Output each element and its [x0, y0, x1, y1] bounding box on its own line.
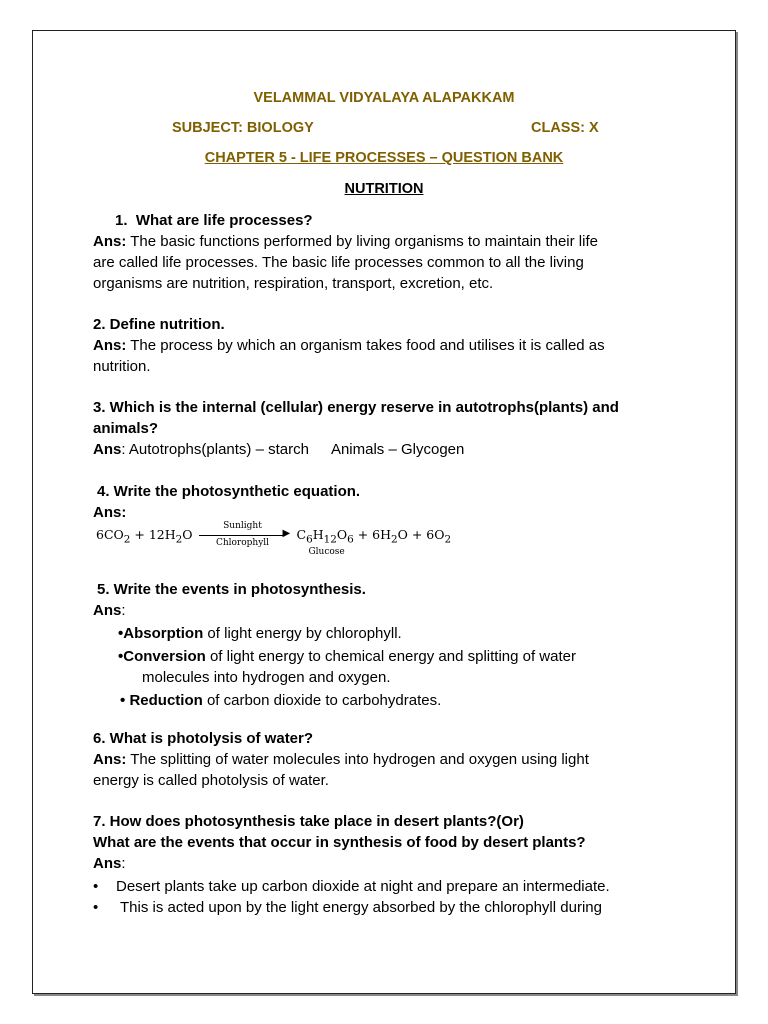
question-number: 1. — [115, 212, 128, 229]
answer-line: The process by which an organism takes food and utilises it is called as — [130, 337, 605, 354]
bullet-icon: • — [118, 648, 124, 665]
ans-label: Ans: — [93, 751, 127, 768]
question-1 — [93, 210, 678, 294]
bullet-icon: • — [118, 625, 124, 642]
chapter-title: CHAPTER 5 - LIFE PROCESSES – QUESTION BANK — [204, 150, 564, 166]
subject-label: SUBJECT: BIOLOGY — [172, 120, 314, 136]
ans-label: Ans — [93, 855, 122, 872]
question-text: What are the events that occur in synthesis of food by desert plants? — [93, 834, 586, 851]
question-text: 2. Define nutrition. — [93, 316, 225, 333]
ans-label: Ans: — [93, 337, 127, 354]
list-item: • Desert plants take up carbon dioxide at night and prepare an intermediate. — [93, 878, 610, 895]
list-item: • This is acted upon by the light energy absorbed by the chlorophyll during — [93, 899, 602, 916]
question-6 — [93, 728, 678, 791]
question-5: 5. Write the events in photosynthesis. Ans: •Absorption of light energy by chlorophyll. •Conversion of light energy to chemical energy and splitting of water molecules into hydrogen and oxygen. • Reduction of carbon dioxide to carbohydrates. — [93, 579, 678, 711]
question-text: 6. What is photolysis of water? — [93, 730, 314, 747]
question-4 — [93, 481, 678, 523]
list-item: •Conversion of light energy to chemical energy and splitting of water — [118, 648, 576, 665]
question-text: 7. How does photosynthesis take place in desert plants?(Or) — [93, 813, 524, 830]
question-2 — [93, 314, 678, 377]
question-text: 5. Write the events in photosynthesis. — [97, 581, 366, 598]
list-item-continuation: molecules into hydrogen and oxygen. — [142, 669, 391, 686]
question-text: animals? — [93, 420, 159, 437]
question-3 — [93, 397, 678, 460]
answer-line: organisms are nutrition, respiration, transport, excretion, etc. — [93, 275, 494, 292]
answer-line: The splitting of water molecules into hydrogen and oxygen using light — [130, 751, 589, 768]
reaction-arrow: Sunlight ▶ Chlorophyll — [197, 529, 293, 543]
school-name: VELAMMAL VIDYALAYA ALAPAKKAM — [253, 90, 515, 106]
answer-line: are called life processes. The basic life processes common to all the living — [93, 254, 584, 271]
ans-label: Ans — [93, 441, 122, 458]
ans-label: Ans — [93, 602, 122, 619]
answer-line: The basic functions performed by living organisms to maintain their life — [130, 233, 598, 250]
bullet-icon: • — [93, 899, 99, 916]
class-label: CLASS: X — [531, 120, 599, 136]
list-item: •Absorption of light energy by chlorophyll. — [118, 625, 402, 642]
question-text: 4. Write the photosynthetic equation. — [97, 483, 361, 500]
question-text: 3. Which is the internal (cellular) energy reserve in autotrophs(plants) and — [93, 399, 619, 416]
answer-autotrophs: : Autotrophs(plants) – starch — [121, 441, 309, 458]
answer-animals: Animals – Glycogen — [330, 441, 465, 458]
glucose-label: Glucose — [308, 547, 345, 557]
section-title: NUTRITION — [344, 181, 424, 197]
bullet-icon: • — [120, 692, 126, 709]
photosynthesis-equation: $6CO_2 + 12H_2O$ Sunlight ▶ Chlorophyll $C_6H_{12}O_6$ Glucose + $6H_2O + 6O_2$ — [96, 520, 452, 557]
list-item: • Reduction of carbon dioxide to carbohydrates. — [120, 692, 442, 709]
ans-label: Ans: — [93, 504, 127, 521]
question-7: 7. How does photosynthesis take place in desert plants?(Or) What are the events that occur in synthesis of food by desert plants? Ans: • Desert plants take up carbon dioxide at night and prepare an intermediate. • This is acted upon by the light energy absorbed by the chlorophyll during — [93, 811, 678, 918]
answer-line: nutrition. — [93, 358, 151, 375]
bullet-icon: • — [93, 878, 99, 895]
ans-label: Ans: — [93, 233, 127, 250]
question-text: What are life processes? — [135, 212, 313, 229]
answer-line: energy is called photolysis of water. — [93, 772, 329, 789]
